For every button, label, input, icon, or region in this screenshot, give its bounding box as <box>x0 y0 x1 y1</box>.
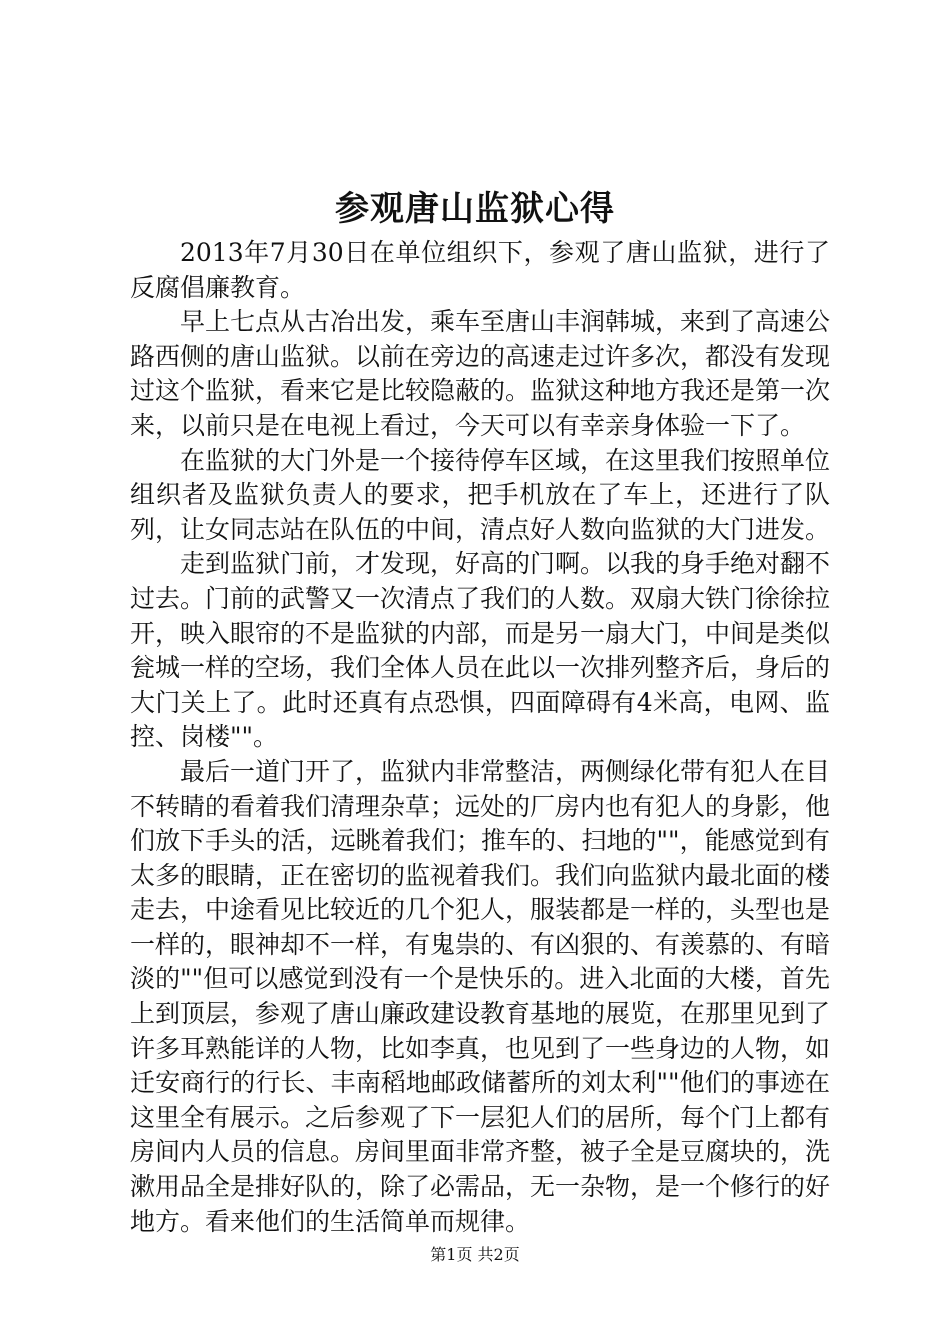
paragraph-5: 最后一道门开了，监狱内非常整洁，两侧绿化带有犯人在目不转睛的看着我们清理杂草；远处的厂房内也有犯人的身影，他们放下手头的活，远眺着我们；推车的、扫地的""，能感觉到有太多的眼睛，正在密切的监视着我们。我们向监狱内最北面的楼走去，中途看见比较近的几个犯人，服装都是一样的，头型也是一样的，眼神却不一样，有鬼祟的、有凶狠的、有羡慕的、有暗淡的""但可以感觉到没有一个是快乐的。进入北面的大楼，首先上到顶层，参观了唐山廉政建设教育基地的展览，在那里见到了许多耳熟能详的人物，比如李真，也见到了一些身边的人物，如迁安商行的行长、丰南稻地邮政储蓄所的刘太利""他们的事迹在这里全有展示。之后参观了下一层犯人们的居所，每个门上都有房间内人员的信息。房间里面非常齐整，被子全是豆腐块的，洗漱用品全是排好队的，除了必需品，无一杂物，是一个修行的好地方。看来他们的生活简单而规律。 <box>130 756 831 1236</box>
page-title: 参观唐山监狱心得 <box>335 189 615 229</box>
paragraph-3: 在监狱的大门外是一个接待停车区域，在这里我们按照单位组织者及监狱负责人的要求，把手机放在了车上，还进行了队列，让女同志站在队伍的中间，清点好人数向监狱的大门进发。 <box>130 445 831 544</box>
paragraph-4: 走到监狱门前，才发现，好高的门啊。以我的身手绝对翻不过去。门前的武警又一次清点了我们的人数。双扇大铁门徐徐拉开，映入眼帘的不是监狱的内部，而是另一扇大门，中间是类似瓮城一样的空场，我们全体人员在此以一次排列整齐后，身后的大门关上了。此时还真有点恐惧，四面障碍有4米高，电网、监控、岗楼""。 <box>130 549 831 752</box>
paragraph-2: 早上七点从古冶出发，乘车至唐山丰润韩城，来到了高速公路西侧的唐山监狱。以前在旁边的高速走过许多次，都没有发现过这个监狱，看来它是比较隐蔽的。监狱这种地方我还是第一次来，以前只是在电视上看过，今天可以有幸亲身体验一下了。 <box>130 307 831 440</box>
page-number: 第1页 共2页 <box>430 1245 520 1264</box>
document-body <box>130 236 830 1239</box>
paragraph-1: 2013年7月30日在单位组织下，参观了唐山监狱，进行了反腐倡廉教育。 <box>130 238 830 302</box>
